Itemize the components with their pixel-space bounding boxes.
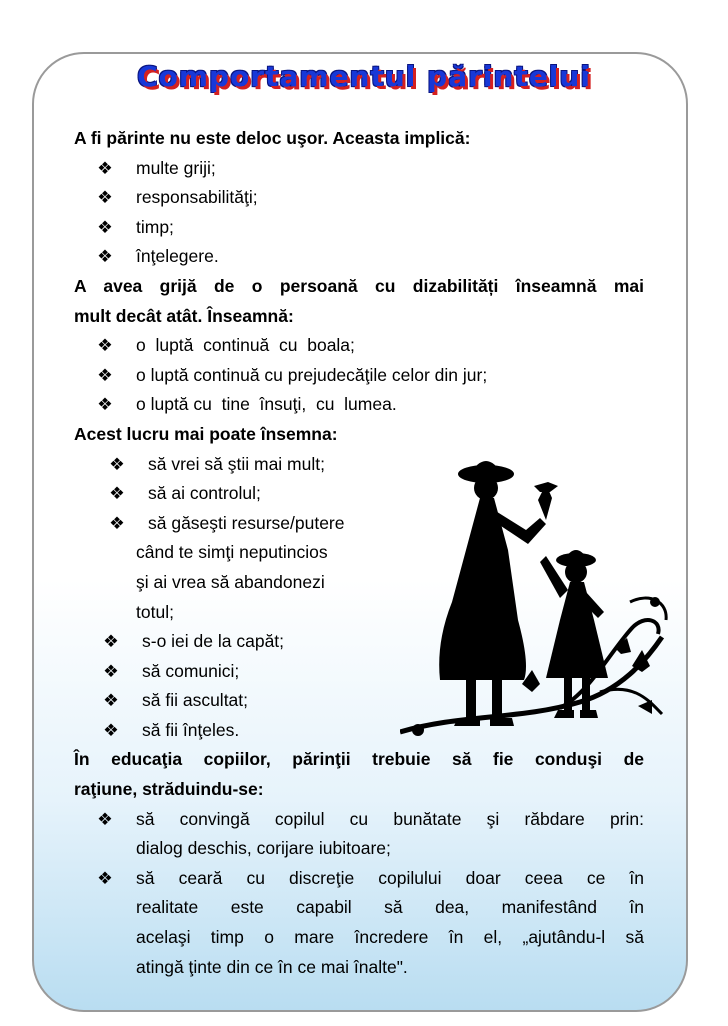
list-item: ❖ timp; (74, 213, 644, 243)
section3-intro: Acest lucru mai poate însemna: (74, 423, 338, 444)
list-item: ❖ s-o iei de la capăt; (74, 627, 644, 657)
section4-intro-line1: În educaţia copiilor, părinţii trebuie să fie conduşi de (74, 749, 644, 770)
list-item: ❖ să ceară cu discreţie copilului doar ceea ce în realitate este capabil să dea, manifestând în acelaşi timp o mare încredere în el, „ajutându-l să atingă ţinte din ce în ce mai înalte". (74, 864, 644, 982)
diamond-bullet-icon: ❖ (109, 453, 125, 474)
content (74, 124, 644, 982)
list-item: ❖ o luptă continuă cu prejudecăţile celor din jur; (74, 361, 644, 391)
page-title: Comportamentul părintelui (137, 60, 591, 93)
diamond-bullet-icon: ❖ (97, 216, 113, 237)
list-item: ❖ să comunici; (74, 657, 644, 687)
section1-intro: A fi părinte nu este deloc uşor. Aceasta implică: (74, 128, 471, 148)
list-item-continuation: şi ai vrea să abandonezi (136, 571, 325, 592)
list-item-continuation: totul; (136, 601, 174, 622)
diamond-bullet-icon: ❖ (97, 246, 113, 267)
list-item: ❖ o luptă cu tine însuţi, cu lumea. (74, 390, 644, 420)
diamond-bullet-icon: ❖ (109, 512, 125, 533)
list-item: ❖ să fii ascultat; (74, 686, 644, 716)
diamond-bullet-icon: ❖ (109, 483, 125, 504)
diamond-bullet-icon: ❖ (103, 660, 119, 681)
section2-intro-line1: A avea grijă de o persoană cu dizabilități înseamnă mai (74, 275, 644, 296)
diamond-bullet-icon: ❖ (97, 808, 113, 829)
diamond-bullet-icon: ❖ (103, 719, 119, 740)
section4-intro-line2: raţiune, străduindu-se: (74, 779, 264, 800)
list-item: ❖ să fii înţeles. (74, 716, 644, 746)
list-item: ❖ responsabilităţi; (74, 183, 644, 213)
list-item: ❖ să convingă copilul cu bunătate şi răbdare prin: dialog deschis, corijare iubitoare; (74, 805, 644, 864)
diamond-bullet-icon: ❖ (97, 867, 113, 888)
diamond-bullet-icon: ❖ (97, 335, 113, 356)
list-item: ❖ să găseşti resurse/putere (74, 509, 644, 539)
list-item: ❖ să vrei să ştii mai mult; (74, 450, 644, 480)
section2-intro-line2: mult decât atât. Înseamnă: (74, 305, 294, 326)
diamond-bullet-icon: ❖ (103, 631, 119, 652)
diamond-bullet-icon: ❖ (97, 157, 113, 178)
list-item: ❖ multe griji; (74, 154, 644, 184)
diamond-bullet-icon: ❖ (97, 187, 113, 208)
list-item-continuation: când te simţi neputincios (136, 542, 328, 563)
list-item: ❖ înţelegere. (74, 242, 644, 272)
diamond-bullet-icon: ❖ (97, 394, 113, 415)
list-item: ❖ să ai controlul; (74, 479, 644, 509)
diamond-bullet-icon: ❖ (103, 690, 119, 711)
list-item: ❖ o luptă continuă cu boala; (74, 331, 644, 361)
diamond-bullet-icon: ❖ (97, 364, 113, 385)
